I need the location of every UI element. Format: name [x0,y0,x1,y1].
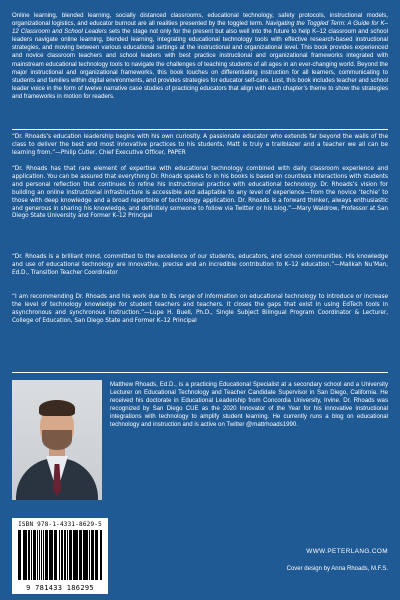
barcode-stripe [34,530,36,580]
book-description [12,12,388,101]
barcode-stripe [56,530,57,580]
barcode-stripe [25,530,27,580]
barcode-stripe [51,530,52,580]
quote-text: “Dr. Rhoads is a brilliant mind, committed to the excellence of our students, educators, and school communities. His knowledge and use of educational technology are innovative, precise and an incredible contribution to K–12 education.” [12,254,388,268]
divider-bottom [12,372,388,373]
barcode-stripe [92,530,94,580]
barcode-stripe [62,530,63,580]
quote-attribution: —Lupe H. Buell, Ph.D., Single Subject Bilingual Program Coordinator & Lecturer, College of Education, San Diego State and Former K–12 Principal [12,309,388,324]
endorsement-quote [12,294,388,326]
quote-attribution: —Malikah Nu’Man, Ed.D., Transition Teacher Coordinator [12,261,388,276]
endorsement-quote [12,134,388,158]
quote-attribution: —Philip Cutler, Chief Executive Officer, PAPER [55,149,186,156]
barcode [12,518,108,594]
quote-text: “Dr. Rhoads’s education leadership begins with his own curiosity. A passionate educator who extends far beyond the walls of the class to deliver the best and most innovative practices to his students, Matt is truly a trailblazer and a teacher we all can be learning from.” [12,134,388,156]
barcode-stripe [37,530,38,580]
barcode-stripe [46,530,48,580]
ean-digits: 9 781433 186295 [26,584,94,592]
barcode-stripe [67,530,68,580]
quote-attribution: —Mary Waldrow, Professor at San Diego State University and Former K–12 Principal [12,205,388,220]
barcode-stripe [97,530,98,580]
barcode-stripe [31,530,32,580]
publisher-website[interactable]: WWW.PETERLANG.COM [306,548,388,555]
author-bio: Matthew Rhoads, Ed.D., is a practicing Educational Specialist at a secondary school and a University Lecturer on Educational Technology and Teacher Candidate Supervisor in San Diego, California. He received his doctorate in Educational Leadership from Concordia University, Irvine. Dr. Rhoads was recognized by San Diego CUE as the 2020 Innovator of the Year for his innovative instructional integrations with technology to amplify student learning. He currently runs a blog on educational technology and instruction and is active on Twitter @mattrhoads1990. [110,381,388,429]
endorsement-quote [12,254,388,278]
barcode-stripe [77,530,78,580]
barcode-stripe [41,530,42,580]
author-photo [12,380,102,500]
quote-text: “I am recommending Dr. Rhoads and his work due to its range of information on educational technology to introduce or increase the level of technology knowledge for student teachers and teachers. It closes the gaps that exist in using EdTech tools in asynchronous and synchronous instruction.” [12,294,388,316]
description-part-2: sets the stage not only for the present but also well into the future to help K–12 classroom and school leaders navigate online learning, blended learning, integrating educational technology tools with effective research-based instructional strategies, and moving between various educational settings at the instructional and organizational level. This book provides experienced and novice classroom teachers and school leaders with best practice instructional and organizational frameworks integrated with mainstream educational technology tools to navigate the challenges of teaching students of all ages in an ever-changing world. Beyond the major instructional and organizational frameworks, this book touches on differentiating instruction for all learners, communicating to students and families within digital environments, and provides strategies for educator self-care. Lost, this book includes teacher and school leader voice in the form of twelve narrative case studies of practicing educators that align with each chapter’s theme to show the strategies and frameworks in motion for readers. [12,28,388,100]
endorsement-quote [12,166,388,221]
barcode-stripe [73,530,74,580]
barcode-stripe [87,530,88,580]
isbn-label: ISBN 978-1-4331-8629-5 [18,521,102,528]
quote-text: “Dr. Rhoads has that rare element of expertise with educational technology combined with daily classroom experience and application. You can be assured that everything Dr. Rhoads speaks to in his books is based on countless interactions with students and personal reflection that continues to refine his instructional practice with educational technology. Dr. Rhoads’s vision for building an online instructional infrastructure is accessible and adaptable to any level of experience—from the novice ‘techie’ to those with deep knowledge and a broad repertoire of technology application. Dr. Rhoads is a forward thinker, always enthusiastic and generous in sharing his knowledge, and definitely someone to follow via Twitter or his blog.” [12,166,388,212]
book-title-italic: Navigating the Toggled Term: A Guide for K–12 Classroom and School Leaders [12,20,389,36]
cover-credit: Cover design by Anna Rhoads, M.F.S. [286,566,388,572]
barcode-stripe [101,530,102,580]
barcode-bars [18,530,102,580]
divider-top [12,129,388,130]
description-part-1: Online learning, blended learning, socially distanced classrooms, educational technology, safety protocols, instructional models, organizational logistics, and educator burnout are all realities presented by the toggled term. [12,12,388,28]
barcode-stripe [80,530,82,580]
barcode-stripe [20,530,21,580]
barcode-stripe [83,530,84,580]
barcode-stripe [70,530,72,580]
